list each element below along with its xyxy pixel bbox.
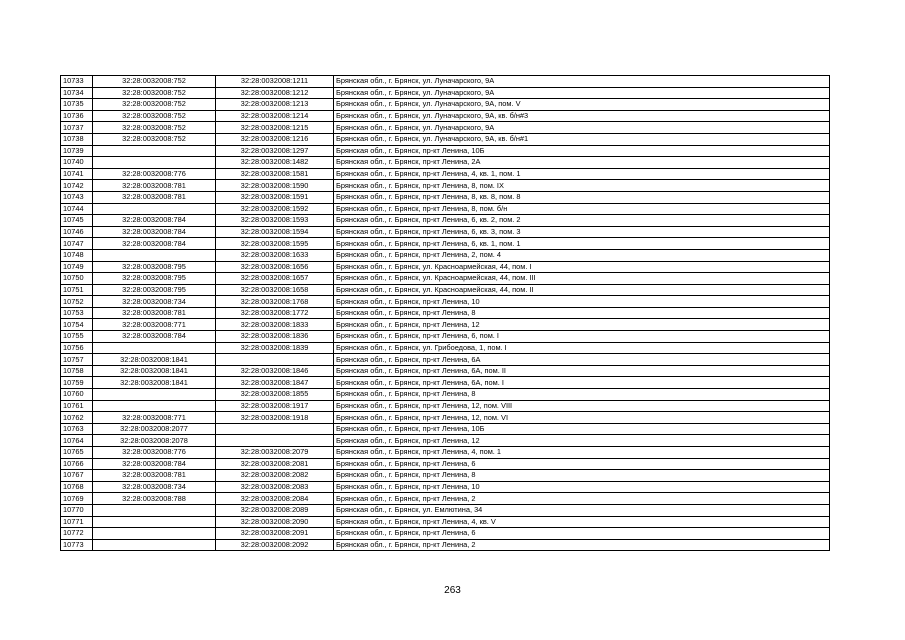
cadastral-number-cell: 32:28:0032008:2079 <box>216 447 334 459</box>
parent-cadastral-number-cell: 32:28:0032008:795 <box>93 261 216 273</box>
row-number-cell: 10767 <box>61 470 93 482</box>
address-cell: Брянская обл., г. Брянск, пр-кт Ленина, 8, пом. IX <box>334 180 830 192</box>
cadastral-number-cell: 32:28:0032008:1846 <box>216 365 334 377</box>
table-row <box>61 261 830 273</box>
row-number-cell: 10762 <box>61 412 93 424</box>
table-row <box>61 528 830 540</box>
cadastral-number-cell: 32:28:0032008:1590 <box>216 180 334 192</box>
row-number-cell: 10759 <box>61 377 93 389</box>
address-cell: Брянская обл., г. Брянск, пр-кт Ленина, 8 <box>334 307 830 319</box>
cadastral-number-cell: 32:28:0032008:1482 <box>216 157 334 169</box>
table-row <box>61 110 830 122</box>
address-cell: Брянская обл., г. Брянск, ул. Емлютина, 34 <box>334 504 830 516</box>
table-row <box>61 331 830 343</box>
address-cell: Брянская обл., г. Брянск, пр-кт Ленина, 10Б <box>334 423 830 435</box>
address-cell: Брянская обл., г. Брянск, пр-кт Ленина, 6 <box>334 528 830 540</box>
cadastral-number-cell: 32:28:0032008:1591 <box>216 191 334 203</box>
row-number-cell: 10770 <box>61 504 93 516</box>
cadastral-number-cell: 32:28:0032008:1594 <box>216 226 334 238</box>
table-row <box>61 307 830 319</box>
address-cell: Брянская обл., г. Брянск, ул. Красноармейская, 44, пом. I <box>334 261 830 273</box>
row-number-cell: 10739 <box>61 145 93 157</box>
address-cell: Брянская обл., г. Брянск, пр-кт Ленина, 6А <box>334 354 830 366</box>
table-row <box>61 377 830 389</box>
table-row <box>61 365 830 377</box>
cadastral-number-cell: 32:28:0032008:1212 <box>216 87 334 99</box>
address-cell: Брянская обл., г. Брянск, пр-кт Ленина, 10Б <box>334 145 830 157</box>
row-number-cell: 10744 <box>61 203 93 215</box>
cadastral-number-cell: 32:28:0032008:2084 <box>216 493 334 505</box>
cadastral-number-cell: 32:28:0032008:1633 <box>216 249 334 261</box>
parent-cadastral-number-cell: 32:28:0032008:771 <box>93 319 216 331</box>
table-row <box>61 76 830 88</box>
table-row <box>61 191 830 203</box>
parent-cadastral-number-cell: 32:28:0032008:795 <box>93 273 216 285</box>
address-cell: Брянская обл., г. Брянск, ул. Грибоедова, 1, пом. I <box>334 342 830 354</box>
row-number-cell: 10771 <box>61 516 93 528</box>
table-row <box>61 412 830 424</box>
parent-cadastral-number-cell: 32:28:0032008:734 <box>93 481 216 493</box>
row-number-cell: 10756 <box>61 342 93 354</box>
table-row <box>61 435 830 447</box>
cadastral-number-cell: 32:28:0032008:1917 <box>216 400 334 412</box>
row-number-cell: 10757 <box>61 354 93 366</box>
table-row <box>61 99 830 111</box>
cadastral-number-cell: 32:28:0032008:1847 <box>216 377 334 389</box>
row-number-cell: 10745 <box>61 215 93 227</box>
parent-cadastral-number-cell: 32:28:0032008:752 <box>93 76 216 88</box>
row-number-cell: 10766 <box>61 458 93 470</box>
row-number-cell: 10736 <box>61 110 93 122</box>
cadastral-number-cell: 32:28:0032008:1855 <box>216 389 334 401</box>
row-number-cell: 10772 <box>61 528 93 540</box>
address-cell: Брянская обл., г. Брянск, пр-кт Ленина, 12 <box>334 435 830 447</box>
parent-cadastral-number-cell: 32:28:0032008:781 <box>93 470 216 482</box>
table-row <box>61 168 830 180</box>
address-cell: Брянская обл., г. Брянск, ул. Луначарского, 9А <box>334 87 830 99</box>
row-number-cell: 10764 <box>61 435 93 447</box>
page-number: 263 <box>444 585 461 596</box>
address-cell: Брянская обл., г. Брянск, пр-кт Ленина, 8, кв. 8, пом. 8 <box>334 191 830 203</box>
address-cell: Брянская обл., г. Брянск, ул. Красноармейская, 44, пом. III <box>334 273 830 285</box>
cadastral-number-cell <box>216 435 334 447</box>
cadastral-number-cell: 32:28:0032008:2090 <box>216 516 334 528</box>
parent-cadastral-number-cell: 32:28:0032008:776 <box>93 447 216 459</box>
address-cell: Брянская обл., г. Брянск, ул. Луначарского, 9А, пом. V <box>334 99 830 111</box>
address-cell: Брянская обл., г. Брянск, пр-кт Ленина, 4, кв. V <box>334 516 830 528</box>
table-row <box>61 319 830 331</box>
parent-cadastral-number-cell <box>93 400 216 412</box>
address-cell: Брянская обл., г. Брянск, пр-кт Ленина, 8 <box>334 470 830 482</box>
parent-cadastral-number-cell: 32:28:0032008:771 <box>93 412 216 424</box>
registry-table-body <box>61 76 830 551</box>
parent-cadastral-number-cell: 32:28:0032008:781 <box>93 191 216 203</box>
address-cell: Брянская обл., г. Брянск, пр-кт Ленина, 6, кв. 1, пом. 1 <box>334 238 830 250</box>
cadastral-number-cell: 32:28:0032008:1918 <box>216 412 334 424</box>
table-row <box>61 238 830 250</box>
table-row <box>61 504 830 516</box>
parent-cadastral-number-cell <box>93 539 216 551</box>
parent-cadastral-number-cell: 32:28:0032008:784 <box>93 458 216 470</box>
address-cell: Брянская обл., г. Брянск, пр-кт Ленина, 2 <box>334 539 830 551</box>
cadastral-number-cell: 32:28:0032008:1772 <box>216 307 334 319</box>
address-cell: Брянская обл., г. Брянск, пр-кт Ленина, 8, пом. б/н <box>334 203 830 215</box>
parent-cadastral-number-cell: 32:28:0032008:752 <box>93 122 216 134</box>
parent-cadastral-number-cell: 32:28:0032008:784 <box>93 238 216 250</box>
parent-cadastral-number-cell: 32:28:0032008:776 <box>93 168 216 180</box>
address-cell: Брянская обл., г. Брянск, ул. Луначарского, 9А, кв. б/н#3 <box>334 110 830 122</box>
address-cell: Брянская обл., г. Брянск, пр-кт Ленина, 6, кв. 2, пом. 2 <box>334 215 830 227</box>
cadastral-number-cell: 32:28:0032008:1592 <box>216 203 334 215</box>
parent-cadastral-number-cell <box>93 504 216 516</box>
parent-cadastral-number-cell: 32:28:0032008:752 <box>93 110 216 122</box>
table-row <box>61 249 830 261</box>
table-row <box>61 122 830 134</box>
row-number-cell: 10760 <box>61 389 93 401</box>
table-row <box>61 215 830 227</box>
row-number-cell: 10755 <box>61 331 93 343</box>
row-number-cell: 10769 <box>61 493 93 505</box>
parent-cadastral-number-cell <box>93 249 216 261</box>
cadastral-number-cell: 32:28:0032008:2082 <box>216 470 334 482</box>
cadastral-number-cell: 32:28:0032008:1839 <box>216 342 334 354</box>
address-cell: Брянская обл., г. Брянск, пр-кт Ленина, 6А, пом. I <box>334 377 830 389</box>
address-cell: Брянская обл., г. Брянск, пр-кт Ленина, 12, пом. VI <box>334 412 830 424</box>
cadastral-number-cell: 32:28:0032008:1658 <box>216 284 334 296</box>
table-row <box>61 493 830 505</box>
cadastral-number-cell <box>216 354 334 366</box>
cadastral-number-cell <box>216 423 334 435</box>
table-row <box>61 157 830 169</box>
address-cell: Брянская обл., г. Брянск, пр-кт Ленина, 6, пом. I <box>334 331 830 343</box>
parent-cadastral-number-cell: 32:28:0032008:781 <box>93 307 216 319</box>
row-number-cell: 10743 <box>61 191 93 203</box>
table-row <box>61 226 830 238</box>
address-cell: Брянская обл., г. Брянск, ул. Луначарского, 9А <box>334 76 830 88</box>
table-row <box>61 284 830 296</box>
row-number-cell: 10763 <box>61 423 93 435</box>
cadastral-number-cell: 32:28:0032008:2089 <box>216 504 334 516</box>
address-cell: Брянская обл., г. Брянск, пр-кт Ленина, 6, кв. 3, пом. 3 <box>334 226 830 238</box>
table-row <box>61 273 830 285</box>
cadastral-registry-table <box>60 75 830 551</box>
row-number-cell: 10753 <box>61 307 93 319</box>
address-cell: Брянская обл., г. Брянск, пр-кт Ленина, 4, пом. 1 <box>334 447 830 459</box>
parent-cadastral-number-cell: 32:28:0032008:784 <box>93 331 216 343</box>
table-row <box>61 516 830 528</box>
address-cell: Брянская обл., г. Брянск, ул. Красноармейская, 44, пом. II <box>334 284 830 296</box>
cadastral-number-cell: 32:28:0032008:2081 <box>216 458 334 470</box>
parent-cadastral-number-cell: 32:28:0032008:734 <box>93 296 216 308</box>
parent-cadastral-number-cell <box>93 528 216 540</box>
table-row <box>61 423 830 435</box>
row-number-cell: 10734 <box>61 87 93 99</box>
row-number-cell: 10773 <box>61 539 93 551</box>
address-cell: Брянская обл., г. Брянск, пр-кт Ленина, 2А <box>334 157 830 169</box>
address-cell: Брянская обл., г. Брянск, пр-кт Ленина, 2 <box>334 493 830 505</box>
row-number-cell: 10746 <box>61 226 93 238</box>
table-row <box>61 133 830 145</box>
parent-cadastral-number-cell: 32:28:0032008:784 <box>93 226 216 238</box>
row-number-cell: 10752 <box>61 296 93 308</box>
table-row <box>61 539 830 551</box>
parent-cadastral-number-cell: 32:28:0032008:795 <box>93 284 216 296</box>
table-row <box>61 447 830 459</box>
cadastral-number-cell: 32:28:0032008:2091 <box>216 528 334 540</box>
cadastral-number-cell: 32:28:0032008:1593 <box>216 215 334 227</box>
cadastral-number-cell: 32:28:0032008:2083 <box>216 481 334 493</box>
parent-cadastral-number-cell: 32:28:0032008:2078 <box>93 435 216 447</box>
row-number-cell: 10737 <box>61 122 93 134</box>
address-cell: Брянская обл., г. Брянск, пр-кт Ленина, 10 <box>334 296 830 308</box>
cadastral-number-cell: 32:28:0032008:1297 <box>216 145 334 157</box>
address-cell: Брянская обл., г. Брянск, ул. Луначарского, 9А, кв. б/н#1 <box>334 133 830 145</box>
parent-cadastral-number-cell: 32:28:0032008:1841 <box>93 365 216 377</box>
row-number-cell: 10735 <box>61 99 93 111</box>
cadastral-number-cell: 32:28:0032008:1213 <box>216 99 334 111</box>
row-number-cell: 10768 <box>61 481 93 493</box>
parent-cadastral-number-cell: 32:28:0032008:1841 <box>93 354 216 366</box>
table-row <box>61 470 830 482</box>
row-number-cell: 10754 <box>61 319 93 331</box>
parent-cadastral-number-cell: 32:28:0032008:1841 <box>93 377 216 389</box>
cadastral-number-cell: 32:28:0032008:2092 <box>216 539 334 551</box>
cadastral-number-cell: 32:28:0032008:1215 <box>216 122 334 134</box>
parent-cadastral-number-cell: 32:28:0032008:788 <box>93 493 216 505</box>
address-cell: Брянская обл., г. Брянск, пр-кт Ленина, 6А, пом. II <box>334 365 830 377</box>
parent-cadastral-number-cell <box>93 157 216 169</box>
parent-cadastral-number-cell <box>93 389 216 401</box>
parent-cadastral-number-cell: 32:28:0032008:784 <box>93 215 216 227</box>
table-row <box>61 87 830 99</box>
address-cell: Брянская обл., г. Брянск, пр-кт Ленина, 4, кв. 1, пом. 1 <box>334 168 830 180</box>
row-number-cell: 10733 <box>61 76 93 88</box>
row-number-cell: 10761 <box>61 400 93 412</box>
row-number-cell: 10738 <box>61 133 93 145</box>
cadastral-number-cell: 32:28:0032008:1833 <box>216 319 334 331</box>
cadastral-number-cell: 32:28:0032008:1214 <box>216 110 334 122</box>
table-row <box>61 354 830 366</box>
row-number-cell: 10742 <box>61 180 93 192</box>
address-cell: Брянская обл., г. Брянск, пр-кт Ленина, 10 <box>334 481 830 493</box>
cadastral-number-cell: 32:28:0032008:1595 <box>216 238 334 250</box>
parent-cadastral-number-cell: 32:28:0032008:752 <box>93 99 216 111</box>
table-row <box>61 342 830 354</box>
row-number-cell: 10748 <box>61 249 93 261</box>
address-cell: Брянская обл., г. Брянск, пр-кт Ленина, 8 <box>334 389 830 401</box>
cadastral-number-cell: 32:28:0032008:1768 <box>216 296 334 308</box>
table-row <box>61 145 830 157</box>
table-row <box>61 296 830 308</box>
table-row <box>61 203 830 215</box>
parent-cadastral-number-cell: 32:28:0032008:2077 <box>93 423 216 435</box>
table-row <box>61 389 830 401</box>
row-number-cell: 10741 <box>61 168 93 180</box>
cadastral-number-cell: 32:28:0032008:1836 <box>216 331 334 343</box>
address-cell: Брянская обл., г. Брянск, пр-кт Ленина, 2, пом. 4 <box>334 249 830 261</box>
cadastral-number-cell: 32:28:0032008:1657 <box>216 273 334 285</box>
parent-cadastral-number-cell: 32:28:0032008:781 <box>93 180 216 192</box>
table-row <box>61 481 830 493</box>
parent-cadastral-number-cell <box>93 145 216 157</box>
row-number-cell: 10765 <box>61 447 93 459</box>
table-row <box>61 458 830 470</box>
parent-cadastral-number-cell <box>93 203 216 215</box>
parent-cadastral-number-cell: 32:28:0032008:752 <box>93 133 216 145</box>
row-number-cell: 10749 <box>61 261 93 273</box>
row-number-cell: 10750 <box>61 273 93 285</box>
address-cell: Брянская обл., г. Брянск, пр-кт Ленина, 6 <box>334 458 830 470</box>
parent-cadastral-number-cell: 32:28:0032008:752 <box>93 87 216 99</box>
parent-cadastral-number-cell <box>93 342 216 354</box>
cadastral-number-cell: 32:28:0032008:1216 <box>216 133 334 145</box>
address-cell: Брянская обл., г. Брянск, ул. Луначарского, 9А <box>334 122 830 134</box>
cadastral-number-cell: 32:28:0032008:1656 <box>216 261 334 273</box>
address-cell: Брянская обл., г. Брянск, пр-кт Ленина, 12 <box>334 319 830 331</box>
table-row <box>61 180 830 192</box>
row-number-cell: 10747 <box>61 238 93 250</box>
cadastral-number-cell: 32:28:0032008:1211 <box>216 76 334 88</box>
address-cell: Брянская обл., г. Брянск, пр-кт Ленина, 12, пом. VIII <box>334 400 830 412</box>
cadastral-number-cell: 32:28:0032008:1581 <box>216 168 334 180</box>
row-number-cell: 10751 <box>61 284 93 296</box>
row-number-cell: 10758 <box>61 365 93 377</box>
parent-cadastral-number-cell <box>93 516 216 528</box>
table-row <box>61 400 830 412</box>
row-number-cell: 10740 <box>61 157 93 169</box>
